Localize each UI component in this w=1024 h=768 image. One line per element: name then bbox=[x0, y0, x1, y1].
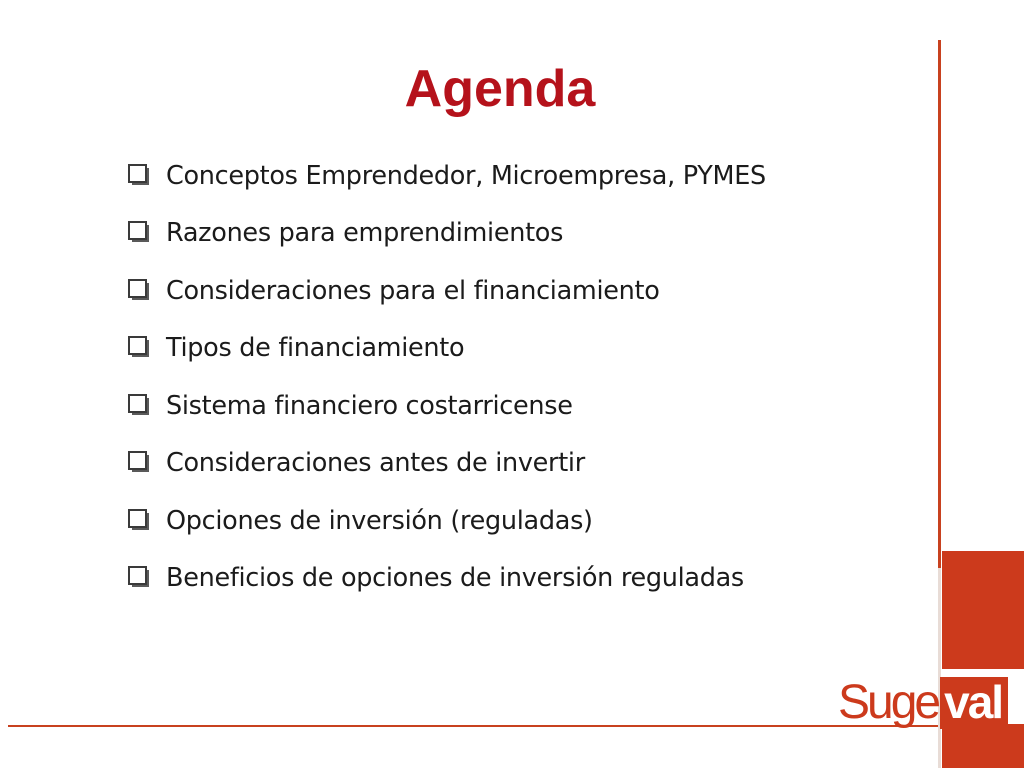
checkbox-square-icon bbox=[128, 506, 158, 536]
agenda-item bbox=[128, 147, 766, 205]
checkbox-square-icon bbox=[128, 276, 158, 306]
agenda-item bbox=[128, 492, 766, 550]
agenda-item bbox=[128, 550, 766, 608]
agenda-item-label: Consideraciones antes de invertir bbox=[166, 448, 585, 479]
checkbox-square-icon bbox=[128, 333, 158, 363]
checkbox-square-icon bbox=[128, 391, 158, 421]
agenda-item-label: Sistema financiero costarricense bbox=[166, 390, 573, 421]
horizontal-divider bbox=[8, 725, 938, 727]
agenda-item bbox=[128, 205, 766, 263]
slide-title: Agenda bbox=[404, 60, 596, 118]
agenda-item-label: Opciones de inversión (reguladas) bbox=[166, 505, 593, 536]
logo-text-suge: Suge bbox=[838, 676, 939, 729]
logo-text-val: val bbox=[940, 677, 1008, 729]
agenda-item-label: Consideraciones para el financiamiento bbox=[166, 275, 660, 306]
checkbox-square-icon bbox=[128, 218, 158, 248]
checkbox-square-icon bbox=[128, 563, 158, 593]
sugeval-logo bbox=[838, 668, 1024, 738]
agenda-item bbox=[128, 377, 766, 435]
agenda-item-label: Tipos de financiamiento bbox=[166, 333, 465, 364]
agenda-item-label: Beneficios de opciones de inversión reguladas bbox=[166, 563, 744, 594]
agenda-item-label: Conceptos Emprendedor, Microempresa, PYMES bbox=[166, 160, 766, 191]
agenda-list bbox=[128, 147, 766, 607]
agenda-item-label: Razones para emprendimientos bbox=[166, 218, 564, 249]
agenda-item bbox=[128, 262, 766, 320]
accent-block bbox=[942, 551, 1024, 669]
agenda-item bbox=[128, 320, 766, 378]
checkbox-square-icon bbox=[128, 448, 158, 478]
checkbox-square-icon bbox=[128, 161, 158, 191]
agenda-item bbox=[128, 435, 766, 493]
